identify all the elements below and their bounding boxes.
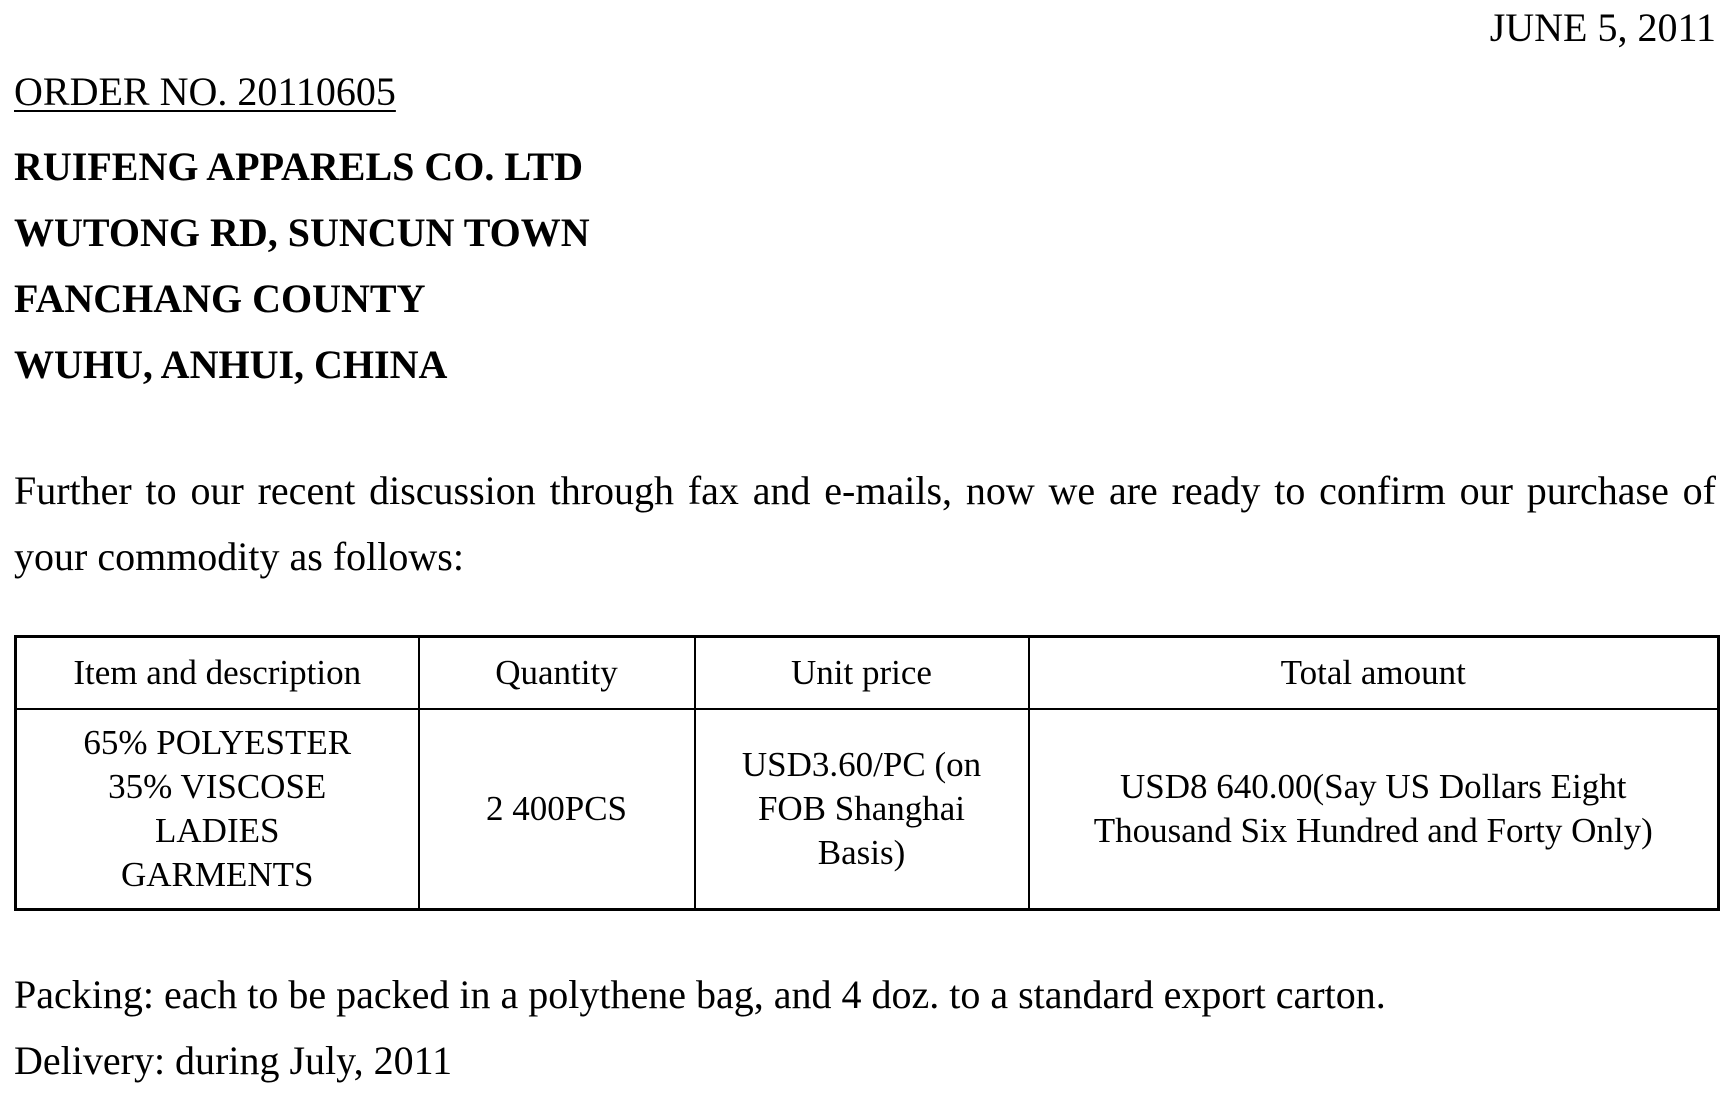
- header-item: Item and description: [16, 637, 419, 709]
- recipient-company: RUIFENG APPARELS CO. LTD: [14, 144, 583, 189]
- unit-price-line: USD3.60/PC (on: [741, 744, 982, 784]
- unit-price-line: FOB Shanghai: [757, 788, 966, 828]
- total-amount-line: Thousand Six Hundred and Forty Only): [1093, 810, 1653, 850]
- item-line: 35% VISCOSE: [108, 766, 327, 806]
- cell-item-description: [16, 709, 419, 910]
- table-row: [16, 709, 1719, 910]
- item-line: 65% POLYESTER: [83, 722, 352, 762]
- intro-paragraph: Further to our recent discussion through fax and e-mails, now we are ready to confirm our purchase of your commodity as follows:: [14, 468, 1716, 579]
- document-date: JUNE 5, 2011: [1489, 5, 1716, 50]
- recipient-county: FANCHANG COUNTY: [14, 276, 426, 321]
- item-line: GARMENTS: [120, 854, 314, 894]
- order-terms: [14, 962, 1386, 1094]
- cell-total-amount: [1029, 709, 1719, 910]
- order-table: [14, 635, 1720, 911]
- recipient-address: [14, 134, 590, 398]
- header-quantity: Quantity: [419, 637, 695, 709]
- header-total-amount: Total amount: [1029, 637, 1719, 709]
- delivery-terms: Delivery: during July, 2011: [14, 1038, 453, 1083]
- purchase-order-document: [14, 0, 1716, 1101]
- cell-unit-price: [695, 709, 1029, 910]
- table-header-row: [16, 637, 1719, 709]
- header-unit-price: Unit price: [695, 637, 1029, 709]
- recipient-city: WUHU, ANHUI, CHINA: [14, 342, 448, 387]
- packing-terms: Packing: each to be packed in a polythene bag, and 4 doz. to a standard export carton.: [14, 972, 1386, 1017]
- recipient-street: WUTONG RD, SUNCUN TOWN: [14, 210, 590, 255]
- order-number: ORDER NO. 20110605: [14, 69, 396, 114]
- item-line: LADIES: [155, 810, 280, 850]
- unit-price-line: Basis): [817, 832, 906, 872]
- cell-quantity: 2 400PCS: [419, 709, 695, 910]
- total-amount-line: USD8 640.00(Say US Dollars Eight: [1119, 766, 1627, 806]
